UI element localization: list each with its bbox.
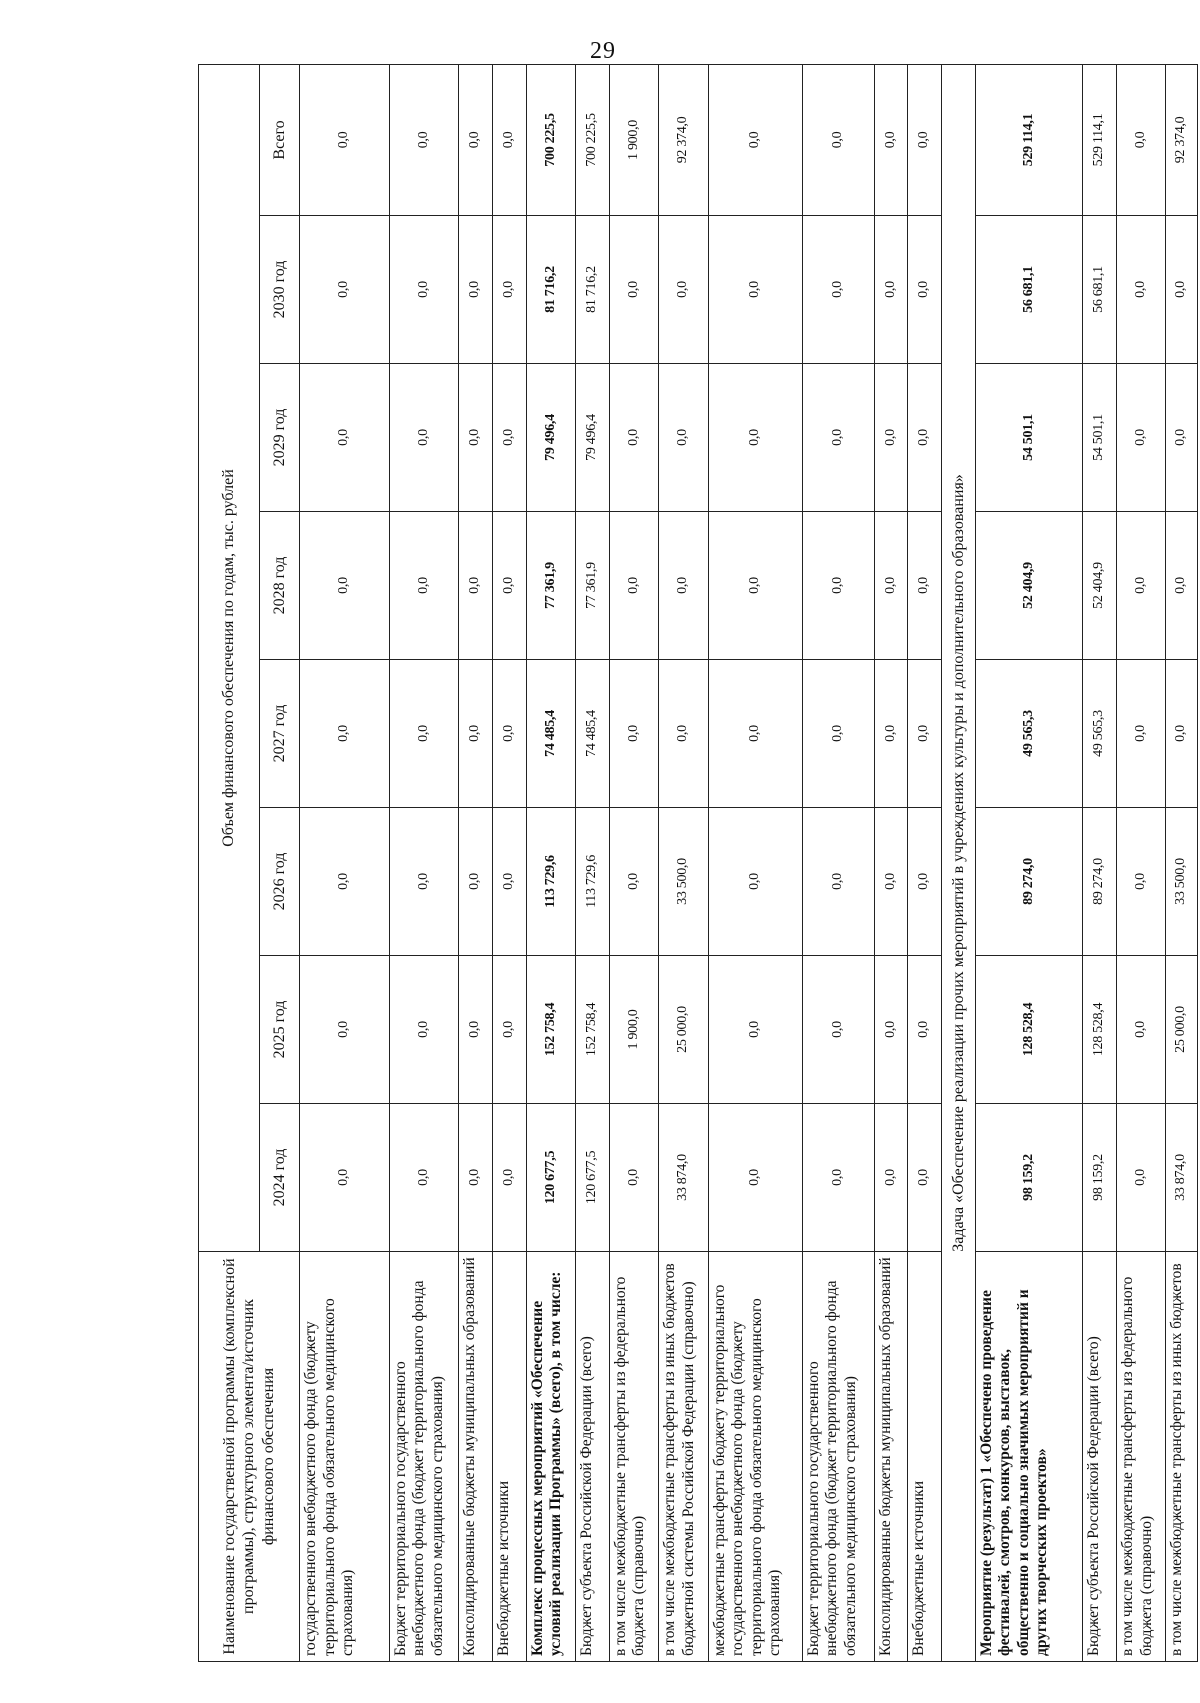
header-year-2030: 2030 год [259, 216, 299, 364]
table-row-measure-1 [975, 64, 1083, 1661]
cell-value: 54 501,1 [1083, 364, 1117, 512]
cell-value: 79 496,4 [576, 364, 610, 512]
cell-value: 0,0 [493, 364, 527, 512]
cell-total: 1 900,0 [609, 64, 658, 215]
cell-value: 152 758,4 [526, 956, 575, 1104]
cell-value: 0,0 [908, 364, 942, 512]
rotated-table-container [198, 65, 1198, 1662]
cell-total: 0,0 [389, 64, 459, 215]
cell-total: 0,0 [874, 64, 908, 215]
table-row [493, 64, 527, 1661]
page-number: 29 [590, 38, 616, 64]
cell-total: 0,0 [908, 64, 942, 215]
cell-value: 0,0 [493, 956, 527, 1104]
cell-value: 33 500,0 [1166, 808, 1198, 956]
header-volume: Объем финансового обеспечения по годам, тыс. рублей [199, 64, 260, 1251]
cell-value: 0,0 [389, 1104, 459, 1252]
cell-value: 0,0 [802, 956, 874, 1104]
table-row [1166, 64, 1198, 1661]
cell-value: 0,0 [1166, 660, 1198, 808]
cell-value: 1 900,0 [609, 956, 658, 1104]
table-row [300, 64, 390, 1661]
cell-value: 0,0 [802, 364, 874, 512]
table-row [802, 64, 874, 1661]
cell-value: 98 159,2 [1083, 1104, 1117, 1252]
cell-value: 0,0 [389, 660, 459, 808]
cell-value: 0,0 [708, 956, 802, 1104]
cell-value: 0,0 [874, 1104, 908, 1252]
cell-value: 0,0 [389, 808, 459, 956]
row-name: Бюджет территориального государственного внебюджетного фонда (бюджет территориального фонда обязательного медицинского страхования) [389, 1252, 459, 1662]
row-name: Внебюджетные источники [908, 1252, 942, 1662]
header-total: Всего [259, 64, 299, 215]
cell-value: 56 681,1 [1083, 216, 1117, 364]
header-year-2026: 2026 год [259, 808, 299, 956]
cell-value: 0,0 [908, 1104, 942, 1252]
cell-value: 0,0 [1117, 956, 1166, 1104]
cell-value: 113 729,6 [576, 808, 610, 956]
cell-value: 0,0 [609, 1104, 658, 1252]
cell-value: 0,0 [459, 808, 493, 956]
table-row [908, 64, 942, 1661]
row-name: в том числе межбюджетные трансферты из федерального бюджета (справочно) [1117, 1252, 1166, 1662]
cell-value: 0,0 [493, 660, 527, 808]
header-year-2024: 2024 год [259, 1104, 299, 1252]
header-year-2025: 2025 год [259, 956, 299, 1104]
cell-value: 0,0 [874, 956, 908, 1104]
cell-value: 0,0 [459, 956, 493, 1104]
cell-value: 81 716,2 [526, 216, 575, 364]
cell-value: 0,0 [1117, 364, 1166, 512]
cell-value: 52 404,9 [1083, 512, 1117, 660]
row-name: Консолидированные бюджеты муниципальных образований [874, 1252, 908, 1662]
cell-value: 0,0 [389, 364, 459, 512]
cell-value: 0,0 [300, 1104, 390, 1252]
cell-value: 0,0 [908, 956, 942, 1104]
task-title: Задача «Обеспечение реализации прочих мероприятий в учреждениях культуры и дополнительного образования» [941, 64, 975, 1661]
cell-value: 98 159,2 [975, 1104, 1083, 1252]
cell-value: 33 874,0 [659, 1104, 708, 1252]
financing-table [198, 64, 1198, 1662]
cell-total: 700 225,5 [576, 64, 610, 215]
cell-value: 0,0 [609, 216, 658, 364]
cell-value: 77 361,9 [576, 512, 610, 660]
cell-value: 0,0 [1117, 1104, 1166, 1252]
rotated-page-frame [198, 65, 1200, 1656]
cell-value: 0,0 [802, 808, 874, 956]
cell-value: 0,0 [459, 216, 493, 364]
cell-value: 0,0 [493, 808, 527, 956]
cell-value: 0,0 [802, 1104, 874, 1252]
cell-value: 33 874,0 [1166, 1104, 1198, 1252]
cell-value: 0,0 [1166, 364, 1198, 512]
cell-value: 0,0 [300, 660, 390, 808]
cell-value: 0,0 [609, 512, 658, 660]
cell-value: 128 528,4 [1083, 956, 1117, 1104]
cell-value: 0,0 [300, 364, 390, 512]
row-name: государственного внебюджетного фонда (бюджету территориального фонда обязательного медицинского страхования) [300, 1252, 390, 1662]
cell-value: 0,0 [459, 512, 493, 660]
cell-value: 0,0 [708, 216, 802, 364]
cell-value: 0,0 [493, 216, 527, 364]
cell-total: 529 114,1 [1083, 64, 1117, 215]
cell-value: 0,0 [802, 512, 874, 660]
row-name: межбюджетные трансферты бюджету территориального государственного внебюджетного фонда (бюджету территориального фонда обязательного медицинского страхования) [708, 1252, 802, 1662]
cell-value: 0,0 [874, 216, 908, 364]
row-name: Консолидированные бюджеты муниципальных образований [459, 1252, 493, 1662]
cell-value: 0,0 [389, 956, 459, 1104]
cell-total: 0,0 [493, 64, 527, 215]
header-year-2029: 2029 год [259, 364, 299, 512]
cell-value: 0,0 [389, 512, 459, 660]
cell-value: 0,0 [659, 364, 708, 512]
cell-total: 0,0 [708, 64, 802, 215]
cell-value: 0,0 [908, 660, 942, 808]
cell-value: 0,0 [300, 808, 390, 956]
table-row [459, 64, 493, 1661]
cell-value: 120 677,5 [526, 1104, 575, 1252]
cell-value: 120 677,5 [576, 1104, 610, 1252]
cell-value: 0,0 [1117, 660, 1166, 808]
cell-total: 700 225,5 [526, 64, 575, 215]
cell-value: 0,0 [802, 216, 874, 364]
row-name: в том числе межбюджетные трансферты из иных бюджетов [1166, 1252, 1198, 1662]
row-name: Бюджет субъекта Российской Федерации (всего) [576, 1252, 610, 1662]
cell-value: 0,0 [459, 1104, 493, 1252]
cell-value: 0,0 [300, 216, 390, 364]
table-row [609, 64, 658, 1661]
row-name: Мероприятие (результат) 1 «Обеспечено проведение фестивалей, смотров, конкурсов, выставок, общественно и социально значимых мероприятий и других творческих проектов» [975, 1252, 1083, 1662]
cell-value: 0,0 [493, 1104, 527, 1252]
cell-total: 529 114,1 [975, 64, 1083, 215]
cell-value: 0,0 [708, 364, 802, 512]
cell-value: 0,0 [708, 660, 802, 808]
cell-total: 0,0 [459, 64, 493, 215]
cell-value: 0,0 [908, 512, 942, 660]
cell-value: 0,0 [300, 956, 390, 1104]
cell-value: 89 274,0 [1083, 808, 1117, 956]
cell-total: 0,0 [802, 64, 874, 215]
cell-value: 81 716,2 [576, 216, 610, 364]
cell-value: 0,0 [1166, 216, 1198, 364]
cell-value: 0,0 [708, 1104, 802, 1252]
cell-value: 0,0 [874, 512, 908, 660]
cell-value: 0,0 [609, 364, 658, 512]
cell-value: 0,0 [708, 512, 802, 660]
cell-total: 92 374,0 [1166, 64, 1198, 215]
cell-value: 0,0 [459, 364, 493, 512]
cell-value: 0,0 [300, 512, 390, 660]
cell-value: 79 496,4 [526, 364, 575, 512]
cell-value: 0,0 [609, 808, 658, 956]
cell-value: 0,0 [708, 808, 802, 956]
cell-value: 0,0 [874, 364, 908, 512]
table-row [1117, 64, 1166, 1661]
cell-value: 128 528,4 [975, 956, 1083, 1104]
cell-value: 74 485,4 [576, 660, 610, 808]
cell-value: 0,0 [459, 660, 493, 808]
table-row-task [941, 64, 975, 1661]
cell-value: 0,0 [802, 660, 874, 808]
row-name: Бюджет субъекта Российской Федерации (всего) [1083, 1252, 1117, 1662]
row-name: в том числе межбюджетные трансферты из федерального бюджета (справочно) [609, 1252, 658, 1662]
cell-value: 0,0 [1166, 512, 1198, 660]
cell-value: 74 485,4 [526, 660, 575, 808]
cell-value: 0,0 [874, 808, 908, 956]
cell-value: 54 501,1 [975, 364, 1083, 512]
cell-value: 77 361,9 [526, 512, 575, 660]
row-name: Бюджет территориального государственного внебюджетного фонда (бюджет территориального фонда обязательного медицинского страхования) [802, 1252, 874, 1662]
cell-value: 89 274,0 [975, 808, 1083, 956]
cell-value: 0,0 [389, 216, 459, 364]
header-year-2028: 2028 год [259, 512, 299, 660]
cell-value: 0,0 [659, 660, 708, 808]
cell-value: 52 404,9 [975, 512, 1083, 660]
cell-value: 152 758,4 [576, 956, 610, 1104]
table-header-row-1 [199, 64, 260, 1661]
cell-value: 113 729,6 [526, 808, 575, 956]
table-row [389, 64, 459, 1661]
cell-value: 0,0 [609, 660, 658, 808]
cell-value: 0,0 [1117, 808, 1166, 956]
cell-value: 0,0 [908, 216, 942, 364]
header-name-column: Наименование государственной программы (комплексной программы), структурного элемента/источник финансового обеспечения [199, 1252, 300, 1662]
table-row [576, 64, 610, 1661]
row-name: Внебюджетные источники [493, 1252, 527, 1662]
cell-total: 0,0 [1117, 64, 1166, 215]
table-row [1083, 64, 1117, 1661]
cell-value: 0,0 [908, 808, 942, 956]
cell-value: 0,0 [1117, 216, 1166, 364]
cell-value: 25 000,0 [1166, 956, 1198, 1104]
cell-value: 0,0 [659, 216, 708, 364]
cell-value: 56 681,1 [975, 216, 1083, 364]
cell-value: 0,0 [659, 512, 708, 660]
table-row [708, 64, 802, 1661]
cell-total: 92 374,0 [659, 64, 708, 215]
table-row [659, 64, 708, 1661]
row-name: Комплекс процессных мероприятий «Обеспечение условий реализации Программы» (всего), в том числе: [526, 1252, 575, 1662]
header-year-2027: 2027 год [259, 660, 299, 808]
cell-value: 0,0 [1117, 512, 1166, 660]
table-row-complex-total [526, 64, 575, 1661]
cell-value: 49 565,3 [975, 660, 1083, 808]
cell-value: 0,0 [493, 512, 527, 660]
cell-value: 25 000,0 [659, 956, 708, 1104]
table-row [874, 64, 908, 1661]
cell-value: 33 500,0 [659, 808, 708, 956]
cell-value: 49 565,3 [1083, 660, 1117, 808]
cell-value: 0,0 [874, 660, 908, 808]
cell-total: 0,0 [300, 64, 390, 215]
row-name: в том числе межбюджетные трансферты из иных бюджетов бюджетной системы Российской Федерации (справочно) [659, 1252, 708, 1662]
